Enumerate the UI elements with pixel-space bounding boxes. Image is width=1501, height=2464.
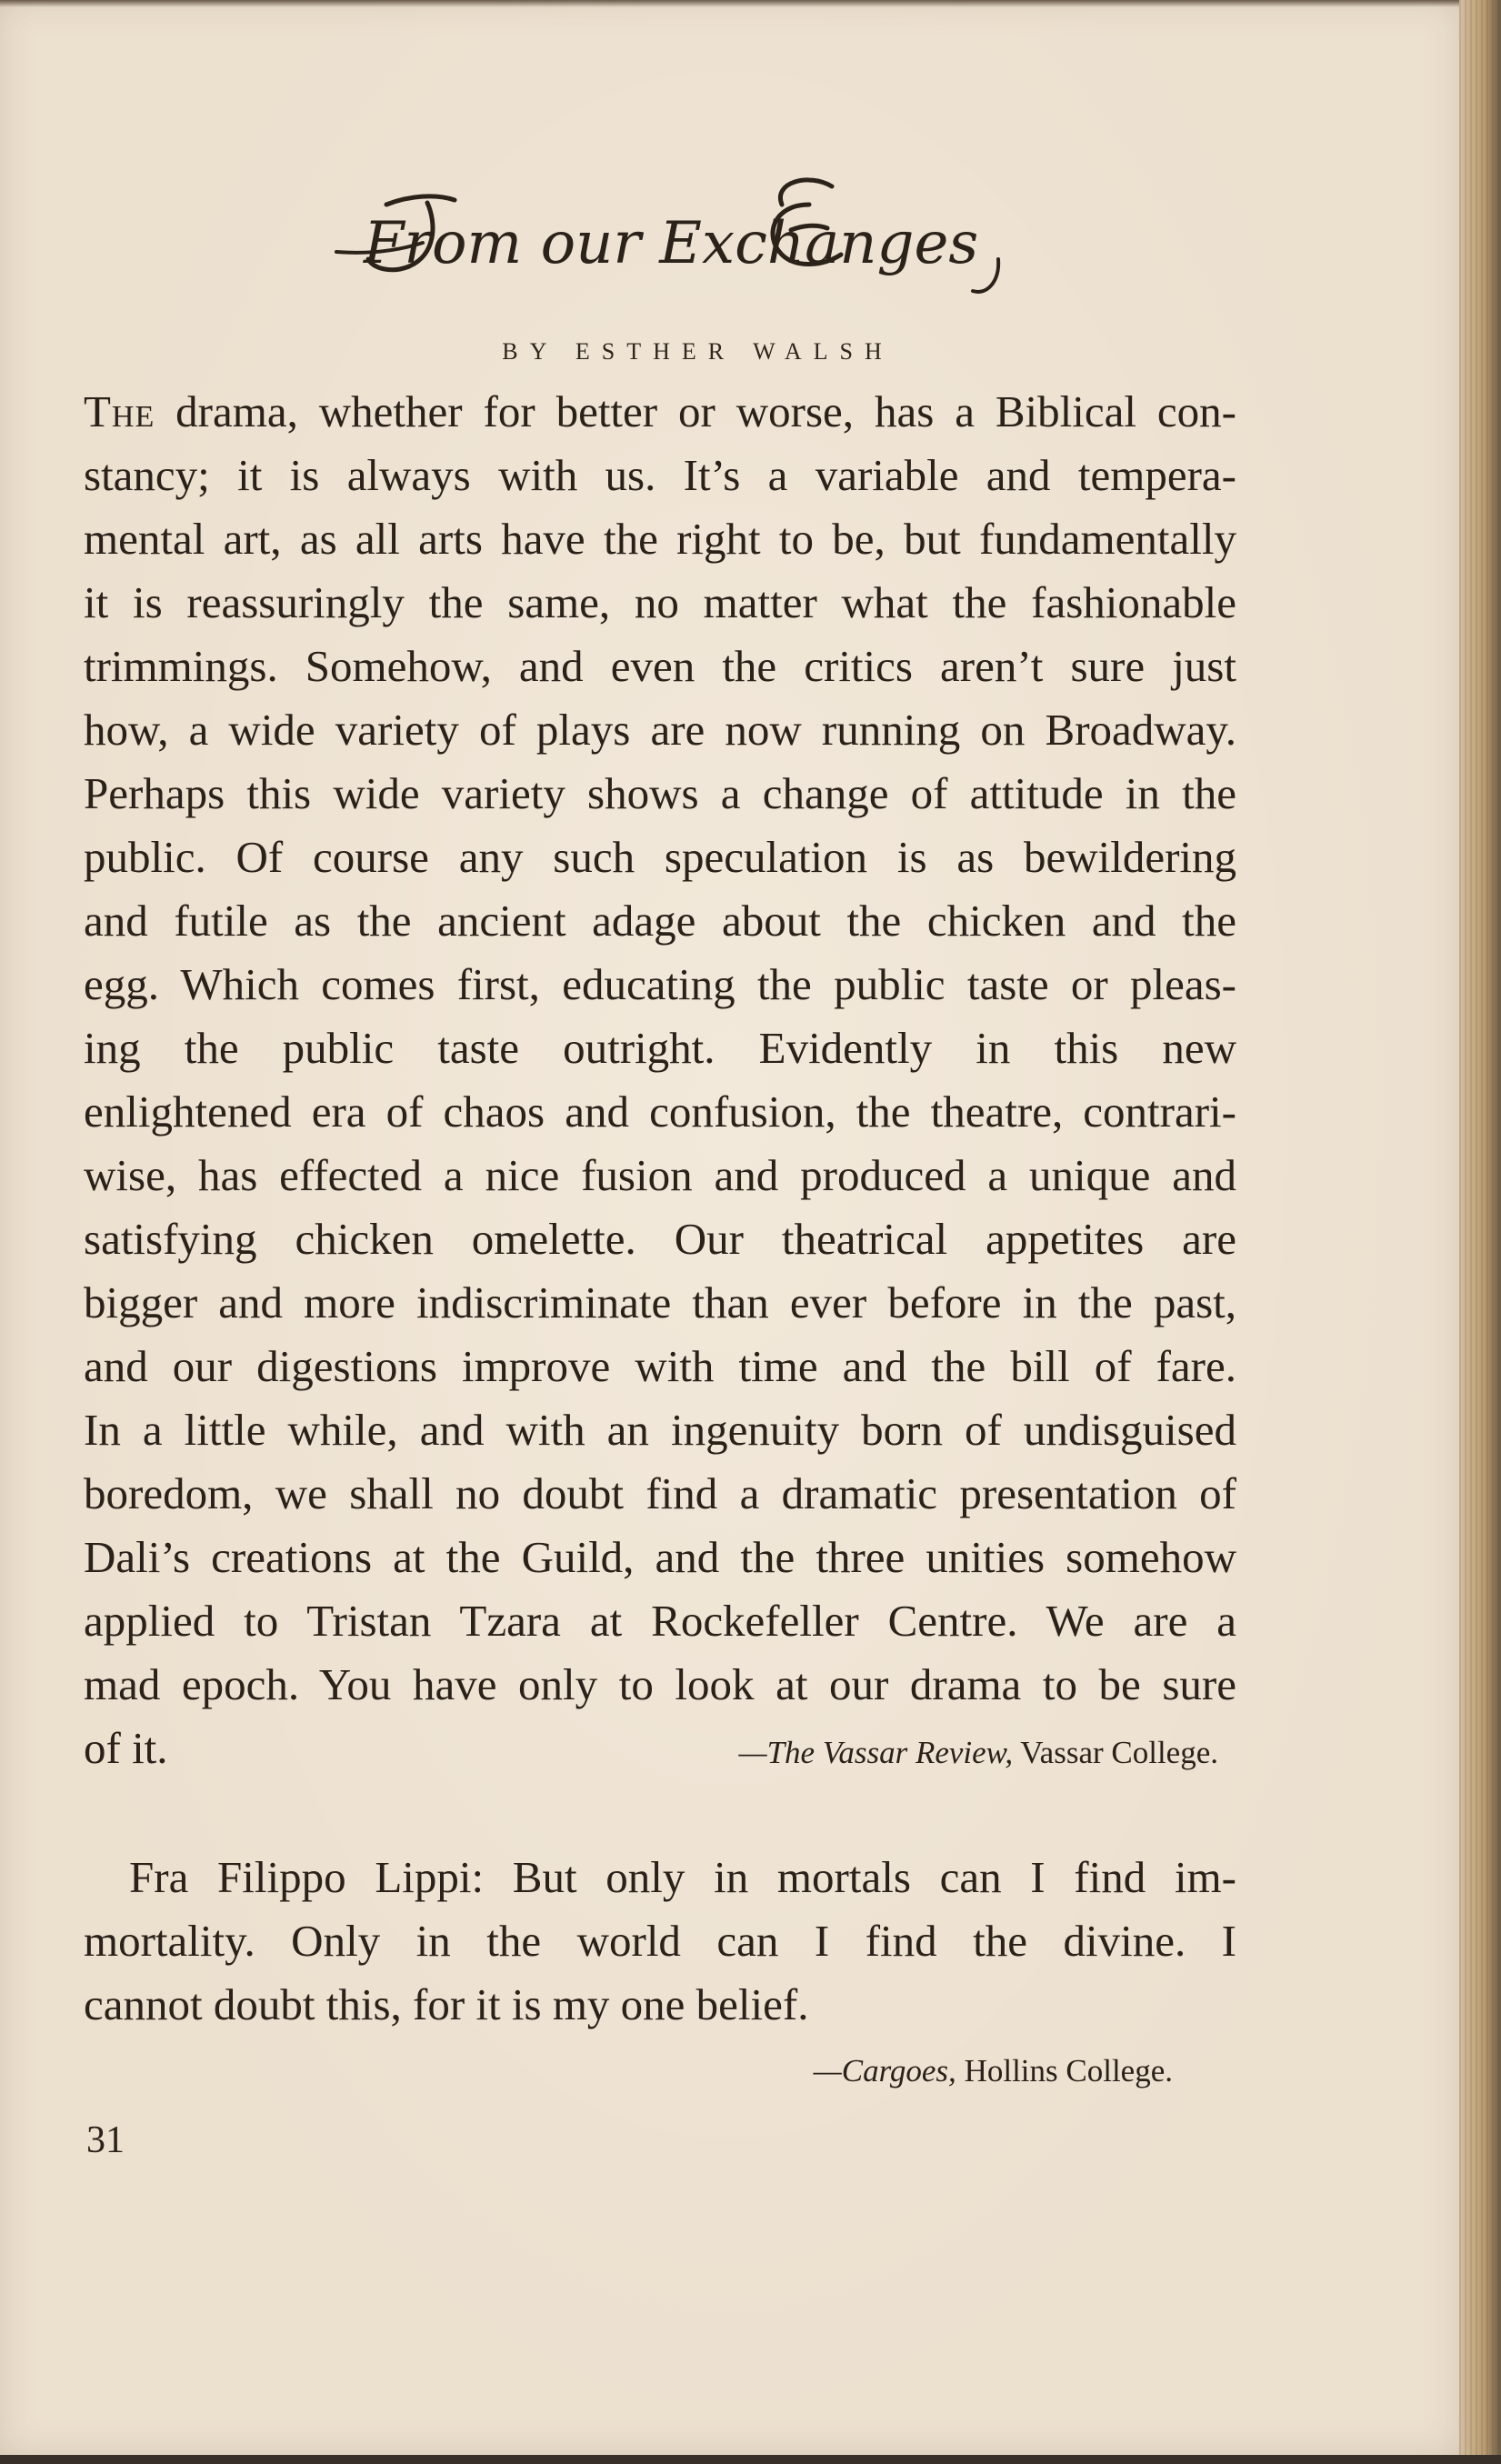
text-line: bigger and more indiscriminate than ever before in the past, <box>84 1277 1236 1327</box>
book-spine-edge <box>1459 0 1501 2464</box>
text-line: boredom, we shall no doubt find a dramatic presentation of <box>84 1468 1236 1518</box>
text-line: satisfying chicken omelette. Our theatrical appetites are <box>84 1214 1236 1264</box>
text-line: mental art, as all arts have the right to be, but fundamentally <box>84 514 1236 564</box>
citation-hollins <box>745 2053 1173 2089</box>
text-line: trimmings. Somehow, and even the critics aren’t sure just <box>84 641 1236 691</box>
text-line: Fra Filippo Lippi: But only in mortals can I find im- <box>129 1852 1236 1902</box>
text-line: stancy; it is always with us. It’s a variable and tempera- <box>84 450 1236 500</box>
text-line: ing the public taste outright. Evidently in this new <box>84 1023 1236 1073</box>
text-line: and our digestions improve with time and the bill of fare. <box>84 1341 1236 1391</box>
citation-college: Vassar College. <box>1013 1735 1218 1770</box>
title-text: From our Exchanges <box>364 210 979 277</box>
text-line: it is reassuringly the same, no matter what the fashionable <box>84 577 1236 627</box>
citation-vassar <box>738 1721 1236 1785</box>
citation-college: Hollins College. <box>956 2053 1173 2088</box>
page-number: 31 <box>86 2119 125 2161</box>
text-line: Dali’s creations at the Guild, and the three unities somehow <box>84 1532 1236 1582</box>
line-text: of it. <box>84 1723 168 1773</box>
text-line: egg. Which comes first, educating the public taste or pleas- <box>84 959 1236 1009</box>
article-exchange-hollins <box>84 1846 1236 2037</box>
page-top-edge <box>0 0 1459 7</box>
text-line: how, a wide variety of plays are now running on Broadway. <box>84 705 1236 755</box>
title-script-art <box>300 168 1118 305</box>
text-line: applied to Tristan Tzara at Rockefeller Centre. We are a <box>84 1596 1236 1646</box>
book-bottom-edge <box>0 2455 1501 2464</box>
article-exchange-vassar <box>84 380 1236 1780</box>
text-line: Perhaps this wide variety shows a change of attitude in the <box>84 768 1236 818</box>
text-line: wise, has effected a nice fusion and produced a unique and <box>84 1150 1236 1200</box>
text-line: mortality. Only in the world can I find the divine. I <box>84 1916 1236 1966</box>
text-line: public. Of course any such speculation is as bewildering <box>84 832 1236 882</box>
page-stack-lines <box>1459 0 1501 2464</box>
text-line: mad epoch. You have only to look at our drama to be sure <box>84 1659 1236 1709</box>
text-line-with-citation <box>84 1717 1236 1780</box>
text-line: and futile as the ancient adage about the chicken and the <box>84 896 1236 946</box>
text-line: cannot doubt this, for it is my one belief. <box>84 1979 809 2029</box>
citation-source: —Cargoes, <box>813 2053 956 2088</box>
lead-word: The <box>84 386 155 436</box>
text-line <box>84 380 1236 444</box>
text-line: In a little while, and with an ingenuity born of undisguised <box>84 1405 1236 1455</box>
byline-text: BY ESTHER WALSH <box>502 338 894 365</box>
text-line: enlightened era of chaos and confusion, the theatre, contrari- <box>84 1087 1236 1137</box>
byline <box>0 338 1459 366</box>
page-title-script <box>300 168 1118 305</box>
line-text: drama, whether for better or worse, has a Biblical con- <box>155 386 1236 436</box>
citation-source: —The Vassar Review, <box>738 1735 1014 1770</box>
